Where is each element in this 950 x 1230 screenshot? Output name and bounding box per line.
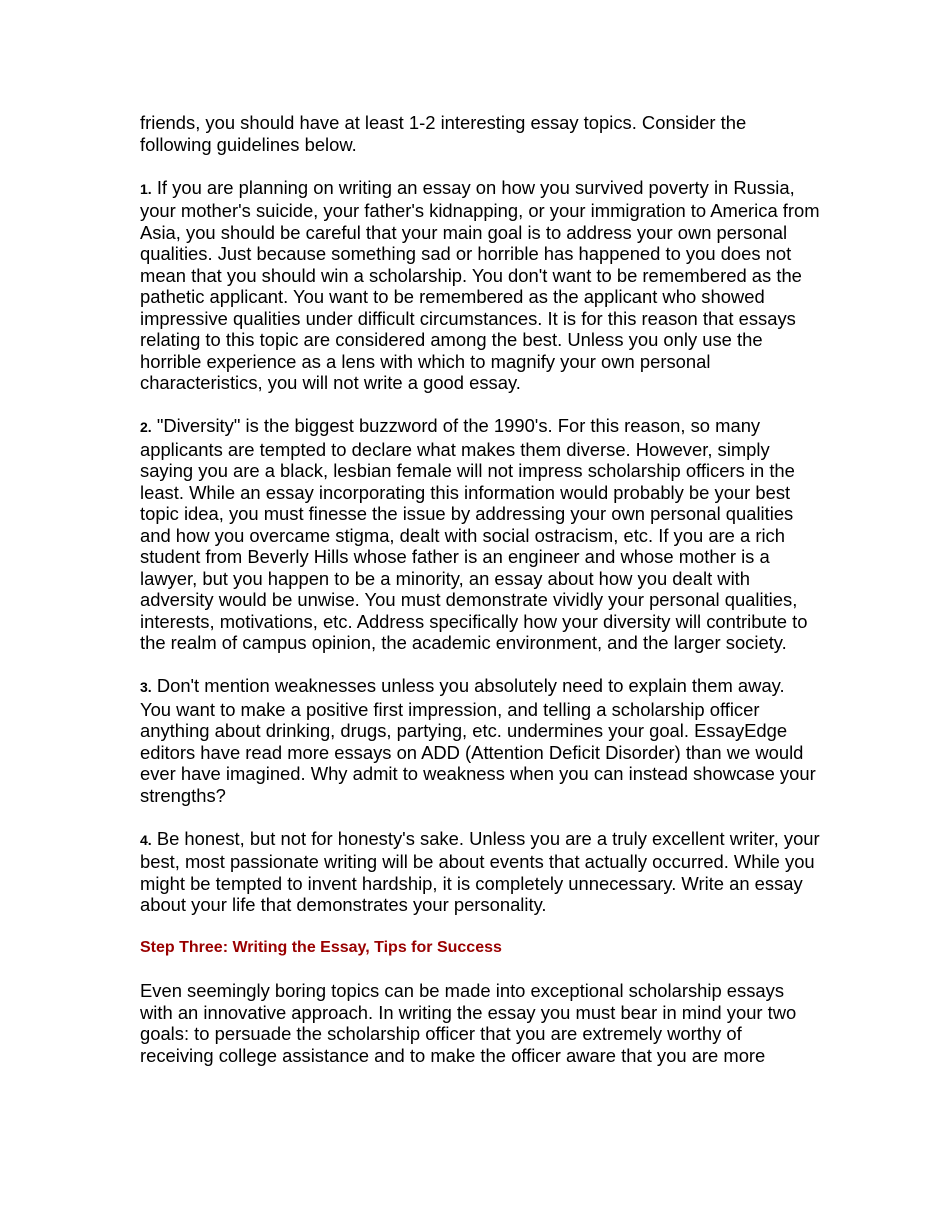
intro-paragraph: friends, you should have at least 1-2 interesting essay topics. Consider the following guidelines below. <box>140 112 747 155</box>
section-heading: Step Three: Writing the Essay, Tips for Success <box>140 939 502 956</box>
item-text: Don't mention weaknesses unless you absolutely need to explain them away. You want to make a positive first impression, and telling a scholarship officer anything about drinking, drugs, partying, etc. undermines your goal. EssayEdge editors have read more essays on ADD (Attention Deficit Disorder) than we would ever have imagined. Why admit to weakness when you can instead showcase your strengths? <box>140 675 816 806</box>
guideline-item-2 <box>140 415 820 654</box>
document-page <box>140 112 820 1088</box>
guideline-item-1 <box>140 177 820 394</box>
item-number: 2. <box>140 419 152 435</box>
item-text: If you are planning on writing an essay on how you survived poverty in Russia, your mother's suicide, your father's kidnapping, or your immigration to America from Asia, you should be careful that your main goal is to address your own personal qualities. Just because something sad or horrible has happened to you does not mean that you should win a scholarship. You don't want to be remembered as the pathetic applicant. You want to be remembered as the applicant who showed impressive qualities under difficult circumstances. It is for this reason that essays relating to this topic are considered among the best. Unless you only use the horrible experience as a lens with which to magnify your own personal characteristics, you will not write a good essay. <box>140 176 820 393</box>
item-text: Be honest, but not for honesty's sake. Unless you are a truly excellent writer, your best, most passionate writing will be about events that actually occurred. While you might be tempted to invent hardship, it is completely unnecessary. Write an essay about your life that demonstrates your personality. <box>140 827 820 915</box>
guideline-item-4 <box>140 828 820 916</box>
item-number: 3. <box>140 679 152 695</box>
item-text: "Diversity" is the biggest buzzword of the 1990's. For this reason, so many applicants are tempted to declare what makes them diverse. However, simply saying you are a black, lesbian female will not impress scholarship officers in the least. While an essay incorporating this information would probably be your best topic idea, you must finesse the issue by addressing your own personal qualities and how you overcame stigma, dealt with social ostracism, etc. If you are a rich student from Beverly Hills whose father is an engineer and whose mother is a lawyer, but you happen to be a minority, an essay about how you dealt with adversity would be unwise. You must demonstrate vividly your personal qualities, interests, motivations, etc. Address specifically how your diversity will contribute to the realm of campus opinion, the academic environment, and the larger society. <box>140 415 808 653</box>
item-number: 4. <box>140 831 152 848</box>
closing-paragraph: Even seemingly boring topics can be made into exceptional scholarship essays with an innovative approach. In writing the essay you must bear in mind your two goals: to persuade the scholarship officer that you are extremely worthy of receiving college assistance and to make the officer aware that you are more <box>140 980 797 1066</box>
item-number: 1. <box>140 180 152 197</box>
guideline-item-3 <box>140 675 820 806</box>
